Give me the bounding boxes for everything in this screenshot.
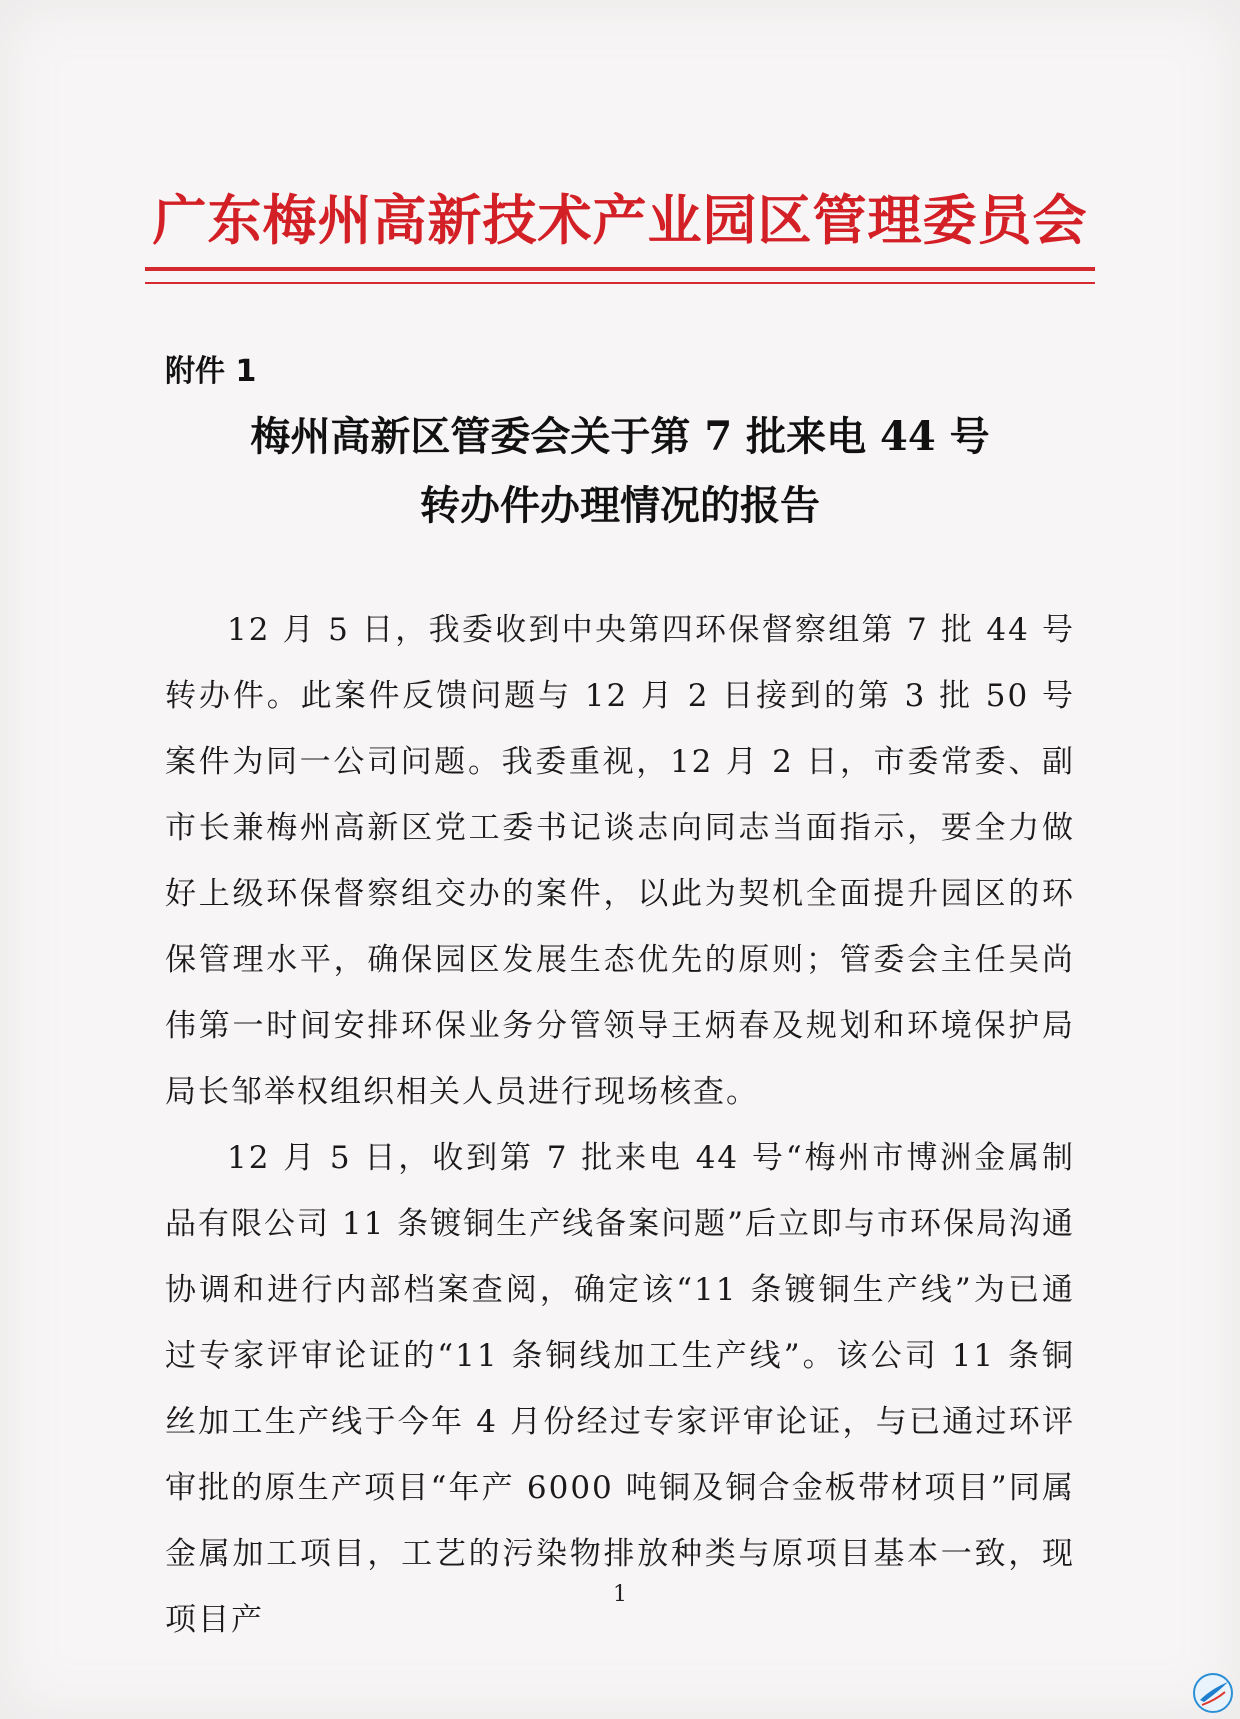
letterhead-title: 广东梅州高新技术产业园区管理委员会: [152, 188, 1088, 252]
letterhead-rule-thin: [145, 282, 1095, 284]
body-paragraph: 12 月 5 日，我委收到中央第四环保督察组第 7 批 44 号转办件。此案件反馈问题与 12 月 2 日接到的第 3 批 50 号案件为同一公司问题。我委重视，12 月 2 日，市委常委、副市长兼梅州高新区党工委书记谈志向同志当面指示，要全力做好上级环保督察组交办的案件，以此为契机全面提升园区的环保管理水平，确保园区发展生态优先的原则；管委会主任吴尚伟第一时间安排环保业务分管领导王炳春及规划和环境保护局局长邹举权组织相关人员进行现场核查。: [165, 612, 1075, 1110]
letterhead-rule-thick: [145, 267, 1095, 271]
document-title-line-1: 梅州高新区管委会关于第 7 批来电 44 号: [250, 413, 990, 460]
body-paragraph: 12 月 5 日，收到第 7 批来电 44 号“梅州市博洲金属制品有限公司 11 条镀铜生产线备案问题”后立即与市环保局沟通协调和进行内部档案查阅，确定该“11 条镀铜生产线”为已通过专家评审论证的“11 条铜线加工生产线”。该公司 11 条铜丝加工生产线于今年 4 月份经过专家评审论证，与已通过环评审批的原生产项目“年产 6000 吨铜及铜合金板带材项目”同属金属加工项目，工艺的污染物排放种类与原项目基本一致，现项目产: [165, 1140, 1075, 1638]
page-number: 1: [613, 1582, 627, 1607]
document-title-line-2: 转办件办理情况的报告: [420, 482, 820, 529]
swoosh-logo-icon: [1192, 1672, 1234, 1714]
attachment-label: 附件 1: [165, 354, 257, 389]
document-body: [165, 597, 1075, 1653]
